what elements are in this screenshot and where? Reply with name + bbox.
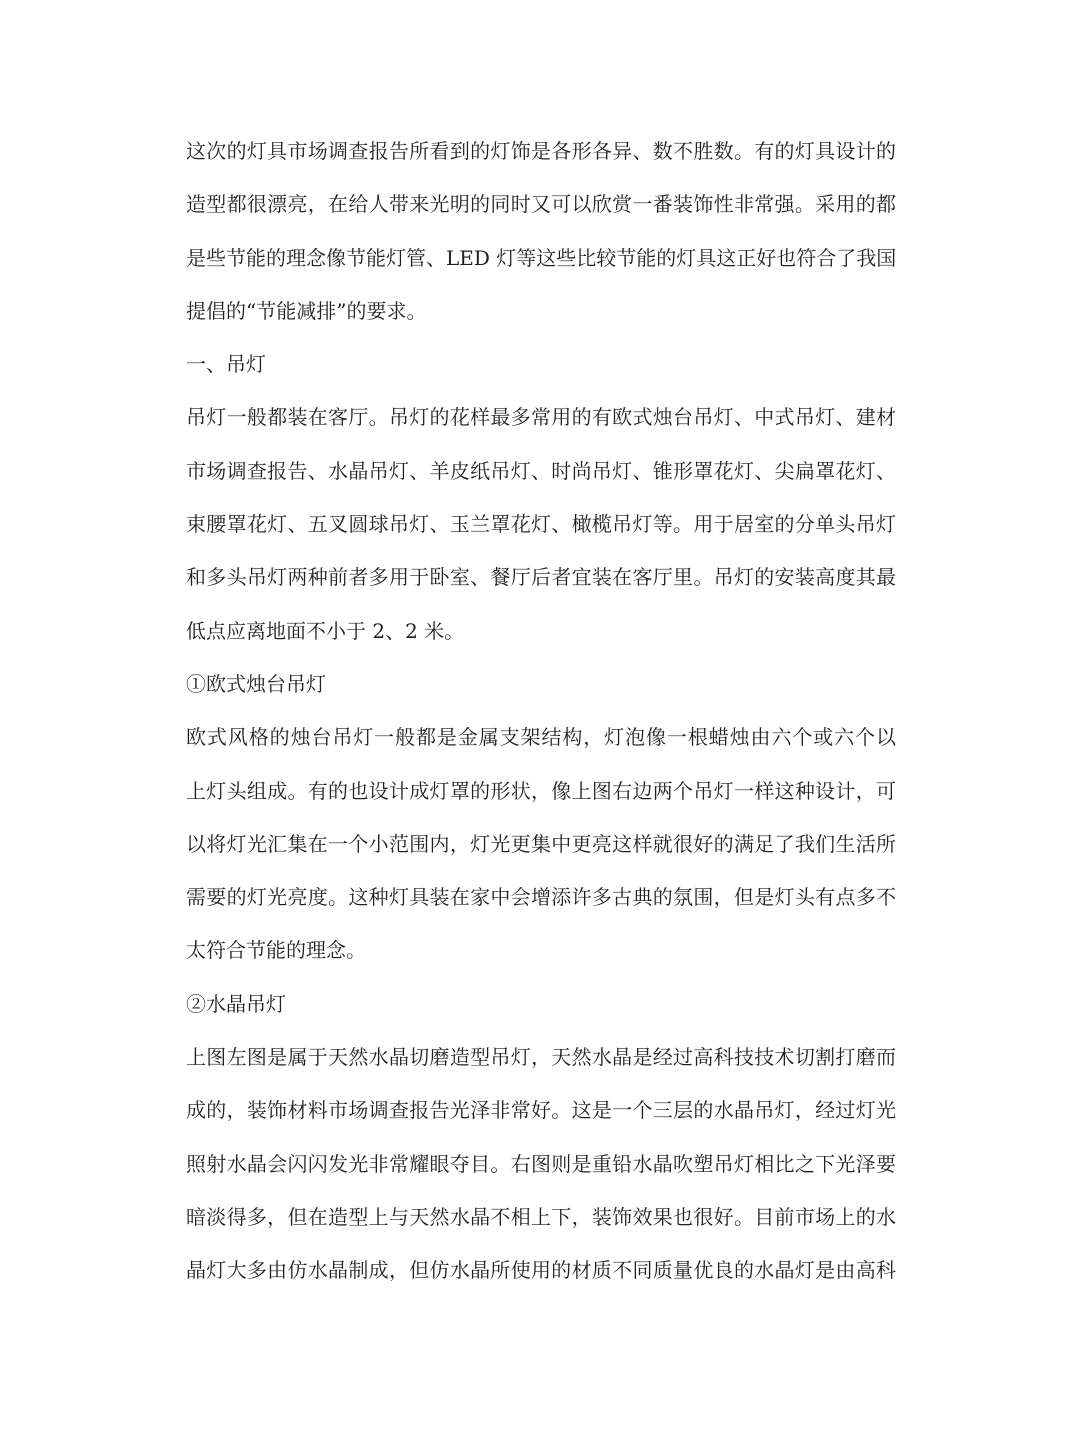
- text-line: 吊灯一般都装在客厅。吊灯的花样最多常用的有欧式烛台吊灯、中式吊灯、建材: [186, 405, 896, 430]
- text-line: 束腰罩花灯、五叉圆球吊灯、玉兰罩花灯、橄榄吊灯等。用于居室的分单头吊灯: [186, 512, 896, 537]
- text-line: ①欧式烛台吊灯: [186, 671, 326, 696]
- text-line: 造型都很漂亮，在给人带来光明的同时又可以欣赏一番装饰性非常强。采用的都: [186, 192, 896, 217]
- text-line: 晶灯大多由仿水晶制成，但仿水晶所使用的材质不同质量优良的水晶灯是由高科: [186, 1258, 896, 1283]
- text-line: 需要的灯光亮度。这种灯具装在家中会增添许多古典的氛围，但是灯头有点多不: [186, 885, 896, 910]
- text-line: 上灯头组成。有的也设计成灯罩的形状，像上图右边两个吊灯一样这种设计，可: [186, 778, 896, 803]
- text-line: 上图左图是属于天然水晶切磨造型吊灯，天然水晶是经过高科技技术切割打磨而: [186, 1045, 896, 1070]
- text-line: 成的，装饰材料市场调查报告光泽非常好。这是一个三层的水晶吊灯，经过灯光: [186, 1098, 896, 1123]
- text-line: 暗淡得多，但在造型上与天然水晶不相上下，装饰效果也很好。目前市场上的水: [186, 1204, 896, 1229]
- text-line: 提倡的“节能减排”的要求。: [186, 298, 427, 323]
- text-line: 低点应离地面不小于 2、2 米。: [186, 618, 465, 643]
- text-line: 太符合节能的理念。: [186, 938, 366, 963]
- text-line: ②水晶吊灯: [186, 991, 286, 1016]
- text-line: 这次的灯具市场调查报告所看到的灯饰是各形各异、数不胜数。有的灯具设计的: [186, 139, 896, 163]
- text-line: 市场调查报告、水晶吊灯、羊皮纸吊灯、时尚吊灯、锥形罩花灯、尖扁罩花灯、: [186, 458, 896, 483]
- text-line: 和多头吊灯两种前者多用于卧室、餐厅后者宜装在客厅里。吊灯的安装高度其最: [186, 565, 896, 590]
- text-line: 以将灯光汇集在一个小范围内，灯光更集中更亮这样就很好的满足了我们生活所: [186, 831, 896, 856]
- body-text: [186, 125, 896, 1298]
- text-line: 是些节能的理念像节能灯管、LED 灯等这些比较节能的灯具这正好也符合了我国: [186, 245, 897, 270]
- text-line: 照射水晶会闪闪发光非常耀眼夺目。右图则是重铅水晶吹塑吊灯相比之下光泽要: [186, 1151, 896, 1176]
- text-line: 欧式风格的烛台吊灯一般都是金属支架结构，灯泡像一根蜡烛由六个或六个以: [186, 725, 896, 750]
- text-line: 一、吊灯: [186, 352, 266, 377]
